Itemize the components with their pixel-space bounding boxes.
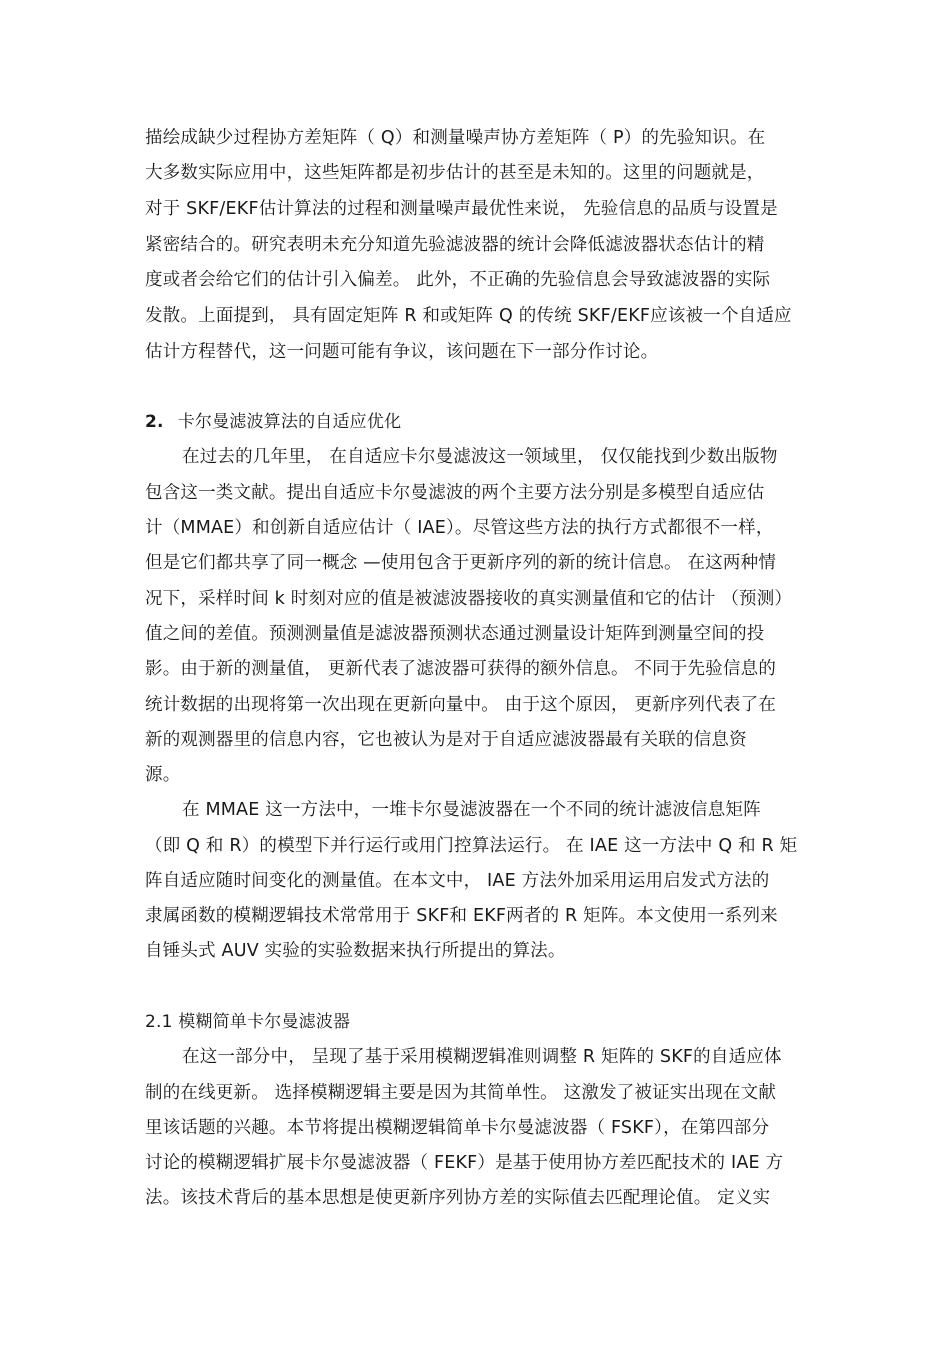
paragraph-line: 隶属函数的模糊逻辑技术常常用于 SKF和 EKF两者的 R 矩阵。本文使用一系列来 bbox=[145, 906, 778, 926]
paragraph-line: 值之间的差值。预测测量值是滤波器预测状态通过测量设计矩阵到测量空间的投 bbox=[145, 624, 765, 644]
paragraph-line: 在 MMAE 这一方法中，一堆卡尔曼滤波器在一个不同的统计滤波信息矩阵 bbox=[182, 800, 761, 820]
paragraph-line: 讨论的模糊逻辑扩展卡尔曼滤波器（ FEKF）是基于使用协方差匹配技术的 IAE 方 bbox=[145, 1153, 784, 1173]
paragraph-line: 源。 bbox=[145, 765, 181, 785]
intro-line: 紧密结合的。研究表明未充分知道先验滤波器的统计会降低滤波器状态估计的精 bbox=[145, 235, 765, 255]
intro-line: 估计方程替代，这一问题可能有争议，该问题在下一部分作讨论。 bbox=[145, 342, 659, 362]
subsection-heading: 2.1 模糊简单卡尔曼滤波器 bbox=[145, 1012, 351, 1032]
intro-line: 发散。上面提到， 具有固定矩阵 R 和或矩阵 Q 的传统 SKF/EKF应该被一个自适应 bbox=[145, 306, 792, 326]
section-number: 2. bbox=[145, 412, 164, 432]
paragraph-line: 影。由于新的测量值， 更新代表了滤波器可获得的额外信息。 不同于先验信息的 bbox=[145, 659, 777, 679]
paragraph-line: 新的观测器里的信息内容，它也被认为是对于自适应滤波器最有关联的信息资 bbox=[145, 730, 747, 750]
intro-line: 大多数实际应用中，这些矩阵都是初步估计的甚至是未知的。这里的问题就是， bbox=[145, 163, 765, 183]
paragraph-line: （即 Q 和 R）的模型下并行运行或用门控算法运行。 在 IAE 这一方法中 Q 和 R 矩 bbox=[145, 836, 798, 856]
paragraph-line: 在过去的几年里， 在自适应卡尔曼滤波这一领域里， 仅仅能找到少数出版物 bbox=[182, 447, 778, 467]
paragraph-line: 自锤头式 AUV 实验的实验数据来执行所提出的算法。 bbox=[145, 941, 566, 961]
paragraph-line: 况下，采样时间 k 时刻对应的值是被滤波器接收的真实测量值和它的估计 （预测） bbox=[145, 589, 793, 609]
paragraph-line: 包含这一类文献。提出自适应卡尔曼滤波的两个主要方法分别是多模型自适应估 bbox=[145, 483, 765, 503]
paragraph-line: 里该话题的兴趣。本节将提出模糊逻辑简单卡尔曼滤波器（ FSKF），在第四部分 bbox=[145, 1118, 770, 1138]
section-title: 卡尔曼滤波算法的自适应优化 bbox=[177, 412, 402, 432]
intro-line: 描绘成缺少过程协方差矩阵（ Q）和测量噪声协方差矩阵（ P）的先验知识。在 bbox=[145, 128, 766, 148]
paragraph-line: 在这一部分中， 呈现了基于采用模糊逻辑准则调整 R 矩阵的 SKF的自适应体 bbox=[182, 1047, 782, 1067]
paragraph-line: 但是它们都共享了同一概念 —使用包含于更新序列的新的统计信息。 在这两种情 bbox=[145, 553, 777, 573]
intro-line: 度或者会给它们的估计引入偏差。 此外，不正确的先验信息会导致滤波器的实际 bbox=[145, 270, 771, 290]
paragraph-line: 法。该技术背后的基本思想是使更新序列协方差的实际值去匹配理论值。 定义实 bbox=[145, 1188, 771, 1208]
paragraph-line: 阵自适应随时间变化的测量值。在本文中， IAE 方法外加采用运用启发式方法的 bbox=[145, 871, 770, 891]
paragraph-line: 制的在线更新。 选择模糊逻辑主要是因为其简单性。 这激发了被证实出现在文献 bbox=[145, 1083, 777, 1103]
section-heading bbox=[145, 410, 401, 434]
paragraph-line: 计（MMAE）和创新自适应估计（ IAE）。尽管这些方法的执行方式都很不一样， bbox=[145, 518, 774, 538]
intro-line: 对于 SKF/EKF估计算法的过程和测量噪声最优性来说， 先验信息的品质与设置是 bbox=[145, 199, 778, 219]
paragraph-line: 统计数据的出现将第一次出现在更新向量中。 由于这个原因， 更新序列代表了在 bbox=[145, 695, 777, 715]
